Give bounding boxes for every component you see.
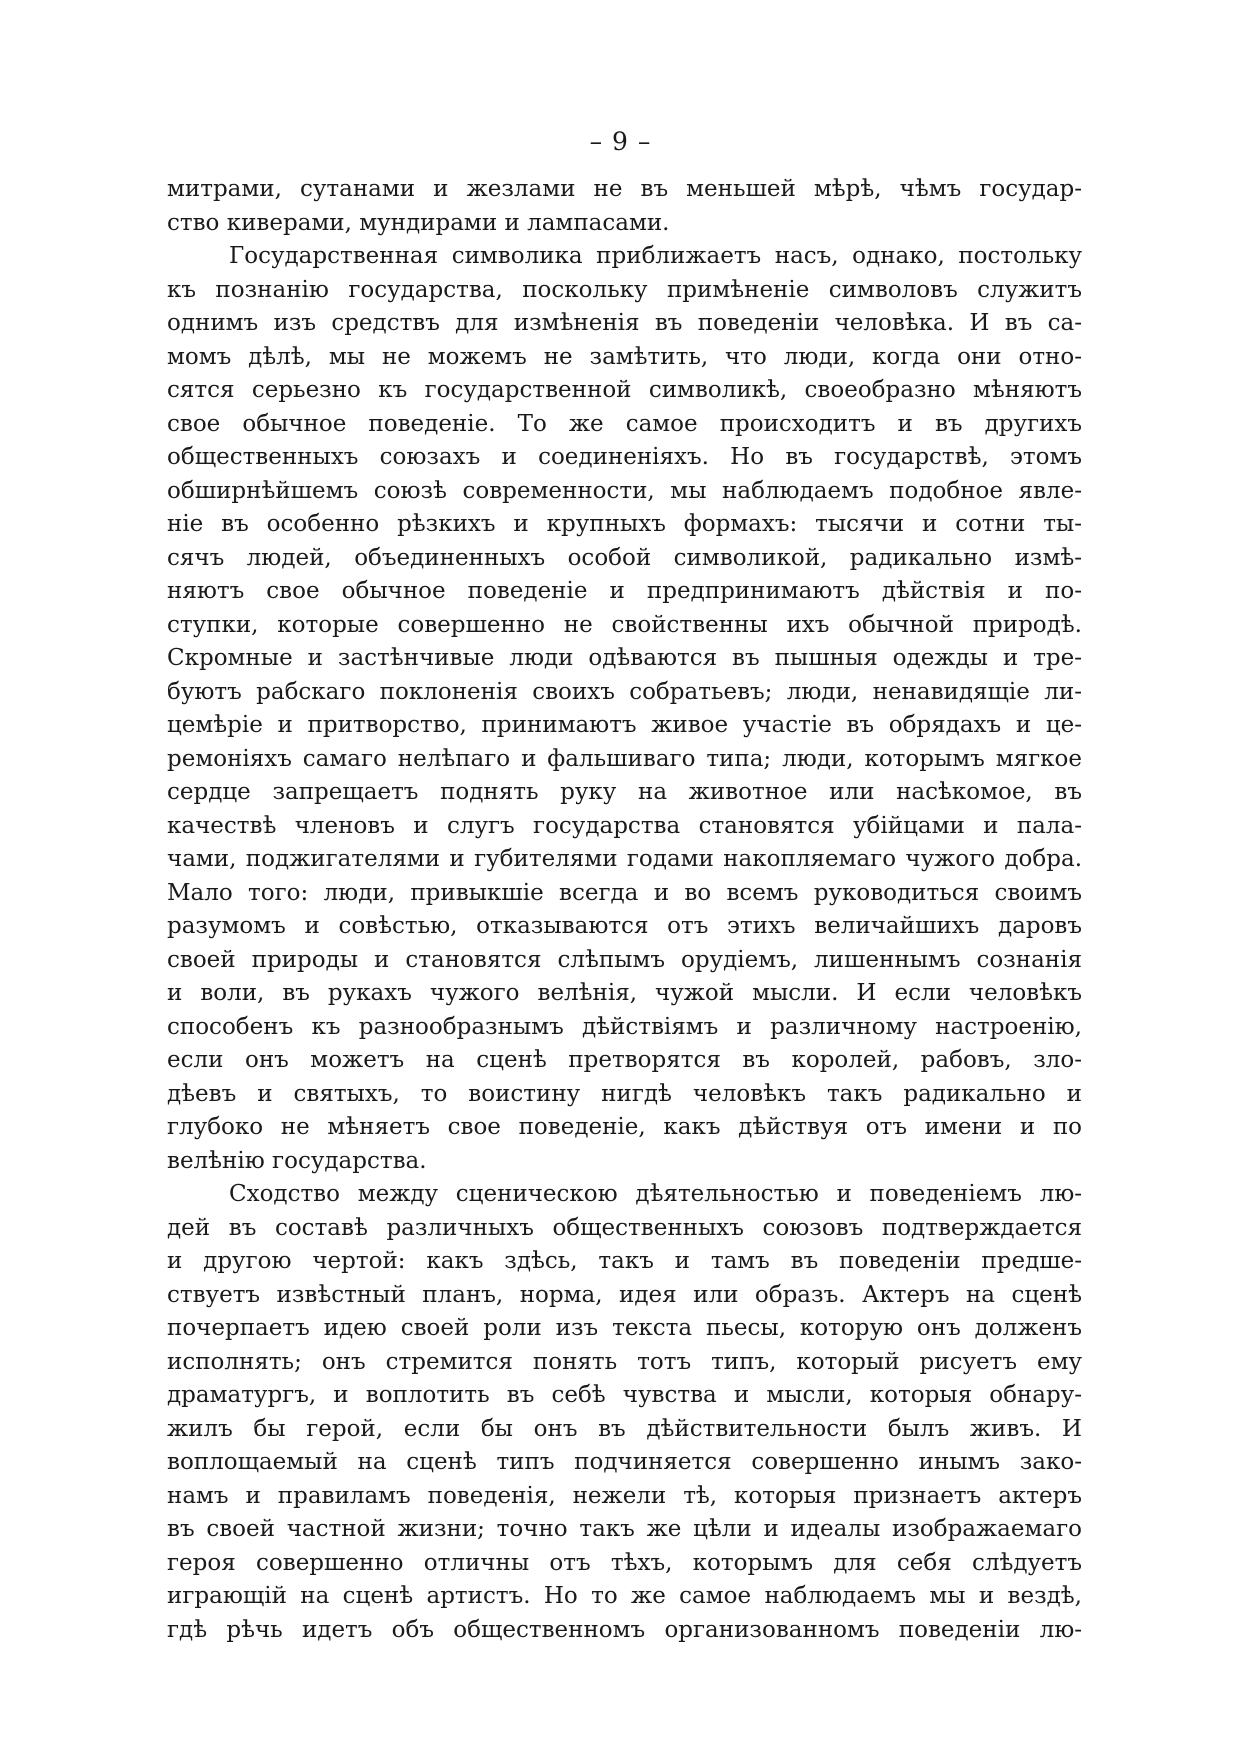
text-line: Мало того: люди, привыкшіе всегда и во всемъ руководиться своимъ: [167, 879, 1082, 906]
text-line: исполнять; онъ стремится понять тотъ типъ, который рисуетъ ему: [167, 1348, 1082, 1375]
text-line: митрами, сутанами и жезлами не въ меньшей мѣрѣ, чѣмъ государ-: [167, 176, 1082, 202]
text-line: велѣнію государства.: [167, 1147, 427, 1174]
text-line: цемѣріе и притворство, принимаютъ живое участіе въ обрядахъ и це-: [167, 712, 1082, 738]
text-line: ніе въ особенно рѣзкихъ и крупныхъ формахъ: тысячи и сотни ты-: [167, 511, 1082, 537]
text-line: воплощаемый на сценѣ типъ подчиняется совершенно инымъ зако-: [167, 1449, 1082, 1475]
text-line: дѣевъ и святыхъ, то воистину нигдѣ человѣкъ такъ радикально и: [167, 1080, 1082, 1107]
paragraph: [167, 240, 1082, 1178]
text-line: разумомъ и совѣстью, отказываются отъ этихъ величайшихъ даровъ: [167, 913, 1082, 939]
text-line: момъ дѣлѣ, мы не можемъ не замѣтить, что люди, когда они отно-: [167, 343, 1082, 370]
text-line: сятся серьезно къ государственной символикѣ, своеобразно мѣняютъ: [167, 377, 1082, 403]
text-line: общественныхъ союзахъ и соединеніяхъ. Но въ государствѣ, этомъ: [167, 444, 1082, 470]
text-line: жилъ бы герой, если бы онъ въ дѣйствительности былъ живъ. И: [167, 1415, 1082, 1442]
text-line: если онъ можетъ на сценѣ претворятся въ королей, рабовъ, зло-: [167, 1047, 1082, 1073]
text-line: однимъ изъ средствъ для измѣненія въ поведеніи человѣка. И въ са-: [167, 310, 1082, 336]
paragraph: [167, 173, 1082, 240]
text-line: ступки, которые совершенно не свойственны ихъ обычной природѣ.: [167, 611, 1082, 638]
text-line: сячъ людей, объединенныхъ особой символикой, радикально измѣ-: [167, 544, 1082, 571]
text-line: гдѣ рѣчь идетъ объ общественномъ организованномъ поведеніи лю-: [167, 1616, 1082, 1643]
text-line: Государственная символика приближаетъ насъ, однако, постольку: [229, 243, 1082, 269]
text-line: и воли, въ рукахъ чужого велѣнія, чужой мысли. И если человѣкъ: [167, 980, 1082, 1006]
text-line: въ своей частной жизни; точно такъ же цѣли и идеалы изображаемаго: [167, 1516, 1082, 1542]
text-line: къ познанію государства, поскольку примѣненіе символовъ служитъ: [167, 276, 1082, 303]
text-line: глубоко не мѣняетъ свое поведеніе, какъ дѣйствуя отъ имени и по: [167, 1114, 1082, 1140]
text-line: ствуетъ извѣстный планъ, норма, идея или образъ. Актеръ на сценѣ: [167, 1281, 1082, 1308]
text-line: драматургъ, и воплотить въ себѣ чувства и мысли, которыя обнару-: [167, 1382, 1082, 1408]
text-line: ство киверами, мундирами и лампасами.: [167, 209, 670, 236]
text-line: обширнѣйшемъ союзѣ современности, мы наблюдаемъ подобное явле-: [167, 477, 1082, 504]
text-line: буютъ рабскаго поклоненія своихъ собратьевъ; люди, ненавидящіе ли-: [167, 678, 1082, 705]
text-line: няютъ свое обычное поведеніе и предпринимаютъ дѣйствія и по-: [167, 578, 1082, 604]
text-line: качествѣ членовъ и слугъ государства становятся убійцами и пала-: [167, 812, 1082, 839]
body-text: [167, 173, 1082, 1647]
text-line: намъ и правиламъ поведенія, нежели тѣ, которыя признаетъ актеръ: [167, 1482, 1082, 1509]
text-line: чами, поджигателями и губителями годами накопляемаго чужого добра.: [167, 846, 1082, 872]
text-line: героя совершенно отличны отъ тѣхъ, которымъ для себя слѣдуетъ: [167, 1549, 1082, 1576]
text-line: и другою чертой: какъ здѣсь, такъ и тамъ въ поведеніи предше-: [167, 1248, 1082, 1274]
text-line: своей природы и становятся слѣпымъ орудіемъ, лишеннымъ сознанія: [167, 946, 1082, 973]
text-line: Скромные и застѣнчивые люди одѣваются въ пышныя одежды и тре-: [167, 645, 1082, 671]
text-line: ремоніяхъ самаго нелѣпаго и фальшиваго типа; люди, которымъ мягкое: [167, 745, 1082, 772]
text-line: дей въ составѣ различныхъ общественныхъ союзовъ подтверждается: [167, 1214, 1082, 1241]
text-line: способенъ къ разнообразнымъ дѣйствіямъ и различному настроенію,: [167, 1013, 1082, 1040]
text-line: играющій на сценѣ артистъ. Но то же самое наблюдаемъ мы и вездѣ,: [167, 1583, 1082, 1609]
text-line: свое обычное поведеніе. То же самое происходитъ и въ другихъ: [167, 410, 1082, 437]
paragraph: [167, 1178, 1082, 1647]
page-number: – 9 –: [589, 127, 652, 156]
text-line: Сходство между сценическою дѣятельностью и поведеніемъ лю-: [229, 1181, 1082, 1207]
text-line: сердце запрещаетъ поднять руку на животное или насѣкомое, въ: [167, 779, 1082, 805]
text-line: почерпаетъ идею своей роли изъ текста пьесы, которую онъ долженъ: [167, 1315, 1082, 1341]
